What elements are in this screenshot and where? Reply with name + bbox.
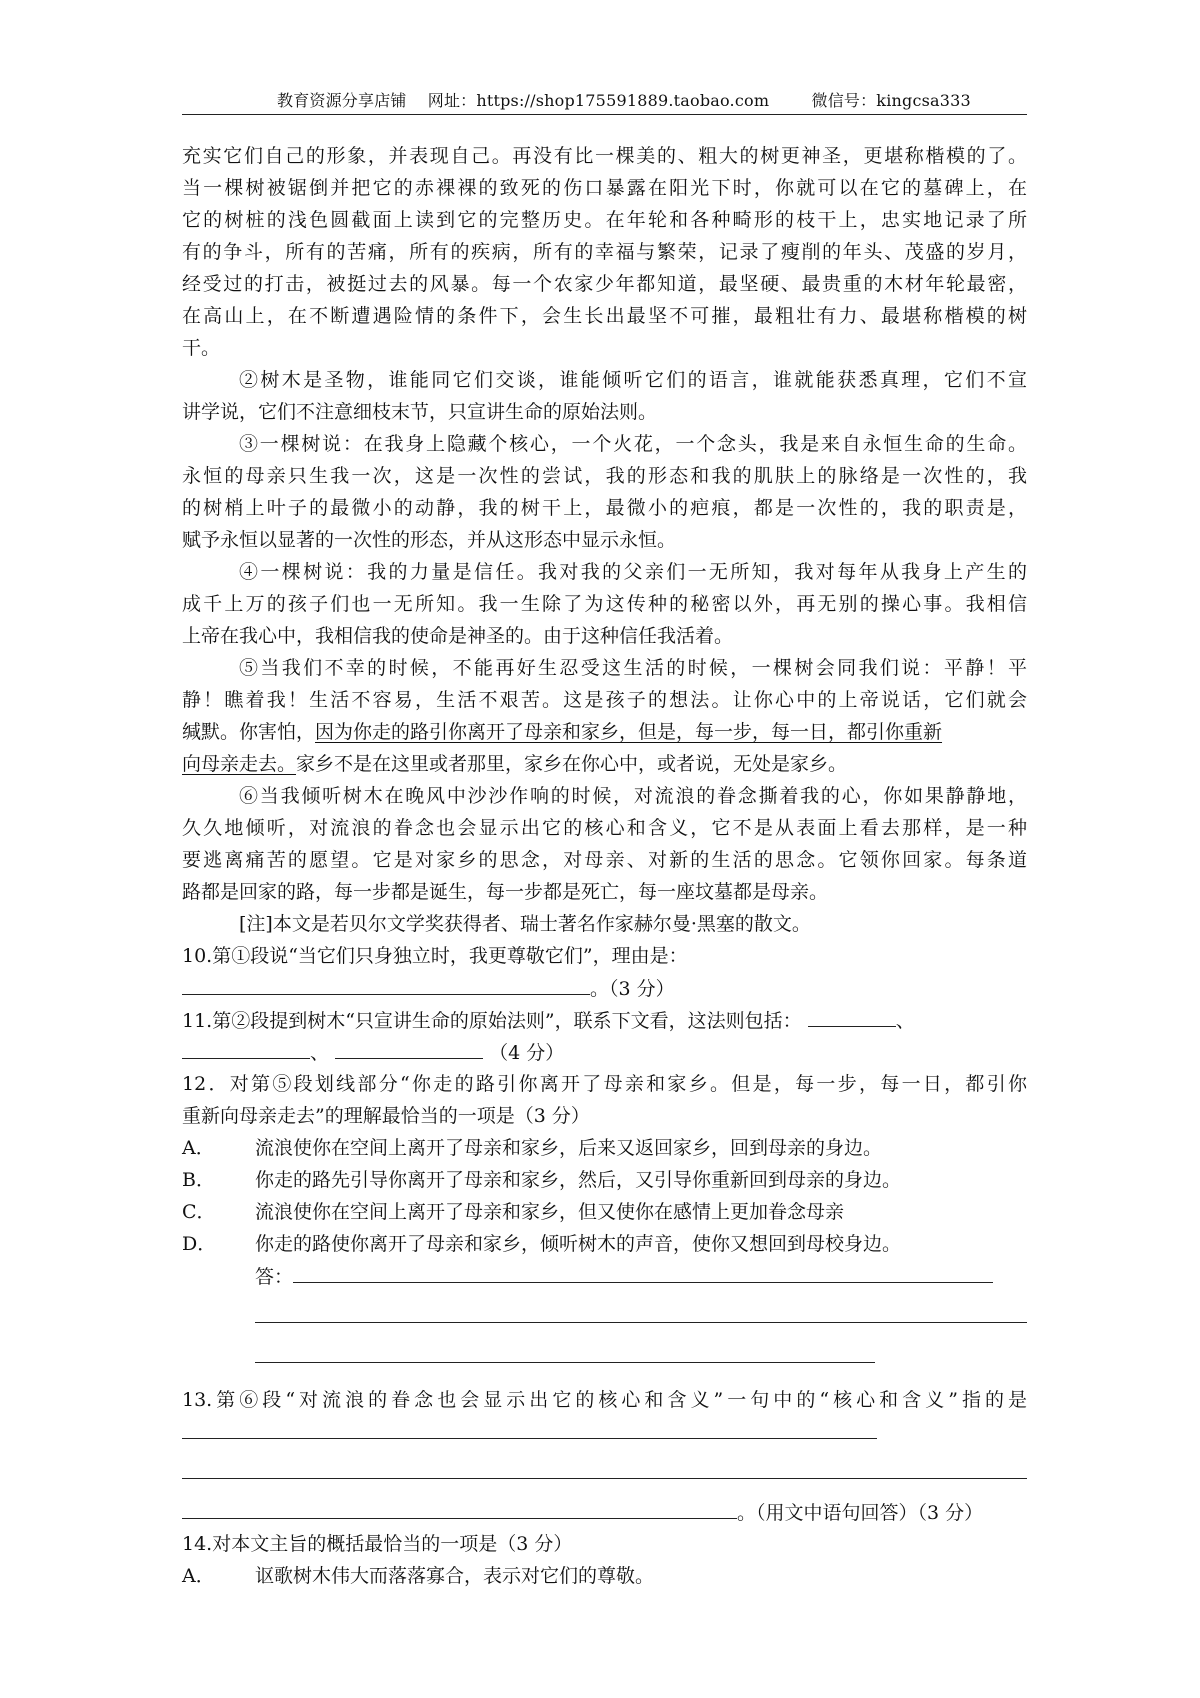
footnote (182, 908, 1027, 940)
option-text: 你走的路使你离开了母亲和家乡，倾听树木的声音，使你又想回到母校身边。 (255, 1233, 902, 1255)
paragraph-line: 干。 (182, 337, 221, 359)
question-points: 。（用文中语句回答）（3 分） (737, 1502, 984, 1524)
paragraph-line: ②树木是圣物，谁能同它们交谈，谁能倾听它们的语言，谁就能获悉真理，它们不宣 (239, 369, 1027, 391)
answer-blank[interactable] (182, 972, 590, 995)
option-text: 你走的路先引导你离开了母亲和家乡，然后，又引导你重新回到母亲的身边。 (255, 1169, 902, 1191)
footnote-text: [注]本文是若贝尔文学奖获得者、瑞士著名作家赫尔曼·黑塞的散文。 (239, 913, 811, 935)
question-10-answer (182, 972, 1027, 1004)
paragraph-line: 讲学说，它们不注意细枝末节，只宣讲生命的原始法则。 (182, 401, 658, 423)
answer-blank[interactable] (293, 1260, 993, 1283)
underlined-text: 因为你走的路引你离开了母亲和家乡，但是，每一步，每一日，都引你重新 (315, 721, 943, 743)
paragraph-line: 永恒的母亲只生我一次，这是一次性的尝试，我的形态和我的肌肤上的脉络是一次性的，我 (182, 465, 1027, 487)
answer-blank[interactable] (182, 1456, 1027, 1479)
paragraph-line: ⑥当我倾听树木在晚风中沙沙作响的时候，对流浪的眷念撕着我的心，你如果静静地， (239, 785, 1027, 807)
question-14 (182, 1528, 1027, 1592)
underlined-text: 向母亲走去。 (182, 753, 297, 775)
paragraph-line: 成千上万的孩子们也一无所知。我一生除了为这传种的秘密以外，再无别的操心事。我相信 (182, 593, 1027, 615)
paragraph-line: 久久地倾听，对流浪的眷念也会显示出它的核心和含义，它不是从表面上看去那样，是一种 (182, 817, 1027, 839)
paragraph-text: 家乡不是在这里或者那里，家乡在你心中，或者说，无处是家乡。 (296, 753, 848, 775)
answer-blank[interactable] (335, 1036, 483, 1059)
paragraph-line: 上帝在我心中，我相信我的使命是神圣的。由于这种信任我活着。 (182, 625, 734, 647)
answer-blank[interactable] (255, 1300, 1027, 1323)
option-text: 流浪使你在空间上离开了母亲和家乡，但又使你在感情上更加眷念母亲 (255, 1201, 845, 1223)
paragraph-5 (182, 652, 1027, 780)
option-text: 讴歌树木伟大而落落寡合，表示对它们的尊敬。 (255, 1565, 655, 1587)
question-text: 重新向母亲走去”的理解最恰当的一项是（3 分） (182, 1105, 590, 1127)
paragraph-line: 静！瞧着我！生活不容易，生活不艰苦。这是孩子的想法。让你心中的上帝说话，它们就会 (182, 689, 1027, 711)
question-text: 14.对本文主旨的概括最恰当的一项是（3 分） (182, 1533, 573, 1555)
question-points: 。（3 分） (590, 978, 675, 1000)
option-letter: A． (182, 1565, 215, 1587)
question-points: （4 分） (489, 1042, 565, 1064)
paragraph-line: ⑤当我们不幸的时候，不能再好生忍受这生活的时候，一棵树会同我们说：平静！平 (239, 657, 1027, 679)
page-header (182, 84, 1027, 115)
paragraph-line: 经受过的打击，被挺过去的风暴。每一个农家少年都知道，最坚硬、最贵重的木材年轮最密， (182, 273, 1027, 295)
option-a[interactable] (182, 1560, 1027, 1592)
paragraph-line: 它的树桩的浅色圆截面上读到它的完整历史。在年轮和各种畸形的枝干上，忠实地记录了所 (182, 209, 1027, 231)
paragraph-line: ④一棵树说：我的力量是信任。我对我的父亲们一无所知，我对每年从我身上产生的 (239, 561, 1027, 583)
answer-blank[interactable] (182, 1496, 737, 1519)
document-body (182, 140, 1027, 1592)
answer-label: 答： (255, 1266, 294, 1288)
separator: 、 (310, 1042, 330, 1064)
paragraph-1 (182, 140, 1027, 364)
answer-blank[interactable] (182, 1036, 310, 1059)
question-11 (182, 1004, 1027, 1036)
separator: 、 (895, 1010, 915, 1032)
question-text: 12．对第⑤段划线部分“你走的路引你离开了母亲和家乡。但是，每一步，每一日，都引你 (182, 1073, 1027, 1095)
option-b[interactable] (182, 1164, 1027, 1196)
answer-blank[interactable] (182, 1416, 877, 1439)
question-text: 11.第②段提到树木“只宣讲生命的原始法则”，联系下文看，这法则包括： (182, 1010, 802, 1032)
option-d[interactable] (182, 1228, 1027, 1260)
paragraph-4 (182, 556, 1027, 652)
question-12 (182, 1068, 1027, 1380)
paragraph-2 (182, 364, 1027, 428)
paragraph-line: 赋予永恒以显著的一次性的形态，并从这形态中显示永恒。 (182, 529, 677, 551)
option-a[interactable] (182, 1132, 1027, 1164)
question-10 (182, 940, 1027, 972)
paragraph-line: 在高山上，在不断遭遇险情的条件下，会生长出最坚不可摧，最粗壮有力、最堪称楷模的树 (182, 305, 1027, 327)
answer-line (182, 1416, 1027, 1456)
paragraph-line: 路都是回家的路，每一步都是诞生，每一步都是死亡，每一座坟墓都是母亲。 (182, 881, 829, 903)
answer-blank[interactable] (808, 1004, 896, 1027)
paragraph-line: 充实它们自己的形象，并表现自己。再没有比一棵美的、粗大的树更神圣，更堪称楷模的了。 (182, 145, 1027, 167)
paragraph-text: 缄默。你害怕， (182, 721, 316, 743)
option-letter: D． (182, 1233, 217, 1255)
paragraph-3 (182, 428, 1027, 556)
question-text: 10.第①段说“当它们只身独立时，我更尊敬它们”，理由是： (182, 945, 688, 967)
answer-line (182, 1292, 1027, 1336)
paragraph-6 (182, 780, 1027, 908)
paragraph-line: 有的争斗，所有的苦痛，所有的疾病，所有的幸福与繁荣，记录了瘦削的年头、茂盛的岁月， (182, 241, 1027, 263)
answer-blank[interactable] (255, 1340, 875, 1363)
paragraph-line: 当一棵树被锯倒并把它的赤裸裸的致死的伤口暴露在阳光下时，你就可以在它的墓碑上，在 (182, 177, 1027, 199)
option-letter: C． (182, 1201, 216, 1223)
option-letter: A． (182, 1137, 215, 1159)
answer-line (182, 1336, 1027, 1380)
paragraph-line: ③一棵树说：在我身上隐藏个核心，一个火花，一个念头，我是来自永恒生命的生命。 (239, 433, 1027, 455)
paragraph-line: 要逃离痛苦的愿望。它是对家乡的思念，对母亲、对新的生活的思念。它领你回家。每条道 (182, 849, 1027, 871)
answer-line (182, 1456, 1027, 1496)
question-text: 13.第⑥段“对流浪的眷念也会显示出它的核心和含义”一句中的“核心和含义”指的是 (182, 1389, 1027, 1411)
header-text: 教育资源分享店铺 网址：https://shop175591889.taobao.com 微信号：kingcsa333 (277, 91, 971, 110)
option-letter: B． (182, 1169, 215, 1191)
option-text: 流浪使你在空间上离开了母亲和家乡，后来又返回家乡，回到母亲的身边。 (255, 1137, 883, 1159)
option-c[interactable] (182, 1196, 1027, 1228)
answer-line (182, 1496, 1027, 1528)
answer-line (182, 1260, 1027, 1292)
paragraph-line: 的树梢上叶子的最微小的动静，我的树干上，最微小的疤痕，都是一次性的，我的职责是， (182, 497, 1027, 519)
question-11-answer (182, 1036, 1027, 1068)
question-13 (182, 1384, 1027, 1528)
